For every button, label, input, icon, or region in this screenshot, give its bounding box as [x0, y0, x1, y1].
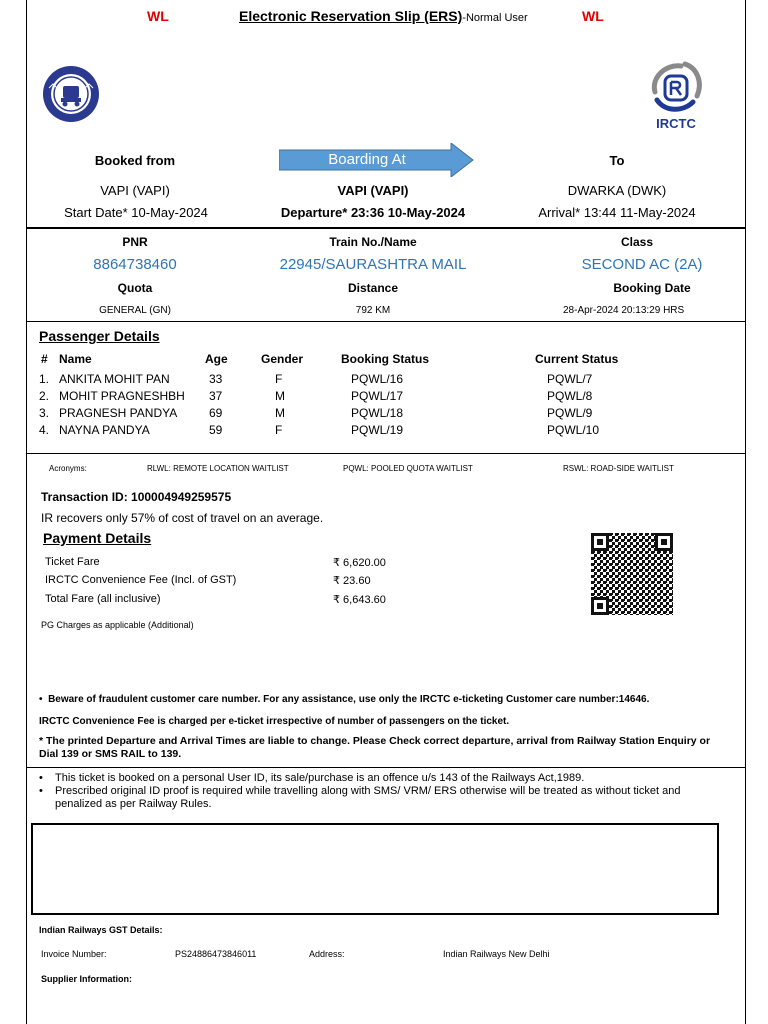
passenger-age: 69: [209, 406, 223, 420]
passenger-current-status: PQWL/8: [547, 389, 593, 403]
distance-value: 792 KM: [355, 305, 391, 316]
passenger-num: 3.: [39, 406, 50, 420]
transaction-id: Transaction ID: 100004949259575: [41, 490, 232, 504]
quota-value: GENERAL (GN): [99, 305, 171, 316]
table-row: [27, 371, 745, 388]
irctc-logo: [645, 58, 707, 136]
passenger-age: 33: [209, 372, 223, 386]
passenger-age: 59: [209, 423, 223, 437]
list-item: • Prescribed original ID proof is required while travelling along with SMS/ VRM/ ERS otherwise will be treated as without ticket and penalized as per Railway Rules.: [39, 785, 681, 810]
passenger-gender: F: [275, 423, 283, 437]
times-change-note: * The printed Departure and Arrival Times are liable to change. Please Check correct departure, arrival from Railway Station Enquiry or Dial 139 or SMS RAIL to 139.: [39, 735, 711, 760]
supplier-info-label: Supplier Information:: [41, 974, 132, 984]
booked-from-label: Booked from: [94, 153, 176, 168]
indian-railways-logo: [41, 64, 101, 124]
ticket-rules-list: [39, 772, 729, 811]
wl-right-badge: WL: [582, 8, 604, 24]
table-row: [27, 422, 745, 439]
boarding-at-label: Boarding At: [328, 151, 406, 168]
acronym-rswl: RSWL: ROAD-SIDE WAITLIST: [563, 464, 674, 473]
passenger-table: [27, 371, 745, 439]
departure-time: Departure* 23:36 10-May-2024: [280, 205, 466, 220]
passenger-details-title: Passenger Details: [39, 328, 160, 344]
passenger-num: 4.: [39, 423, 50, 437]
divider-ticket: [27, 321, 745, 322]
pg-charges-note: PG Charges as applicable (Additional): [41, 620, 194, 630]
invoice-number: PS24886473846011: [175, 949, 257, 959]
ticket-fare-label: Ticket Fare: [45, 556, 100, 568]
acronym-pqwl: PQWL: POOLED QUOTA WAITLIST: [343, 464, 473, 473]
passenger-current-status: PQWL/10: [547, 423, 600, 437]
passenger-col-num: #: [41, 352, 48, 366]
acronyms-label: Acronyms:: [49, 464, 87, 473]
divider-journey: [27, 227, 745, 229]
total-fare-value: ₹ 6,643.60: [333, 594, 386, 606]
passenger-num: 2.: [39, 389, 50, 403]
address-label: Address:: [309, 949, 345, 959]
divider-passengers: [27, 453, 745, 454]
address-value: Indian Railways New Delhi: [443, 949, 550, 959]
convenience-fee-note: IRCTC Convenience Fee is charged per e-ticket irrespective of number of passengers on the ticket.: [39, 716, 510, 727]
convenience-fee-label: IRCTC Convenience Fee (Incl. of GST): [45, 574, 237, 586]
passenger-name: ANKITA MOHIT PAN: [59, 372, 170, 386]
passenger-name: PRAGNESH PANDYA: [59, 406, 178, 420]
passenger-booking-status: PQWL/18: [351, 406, 404, 420]
pnr-number: 8864738460: [93, 256, 177, 273]
boarding-at-arrow: [279, 143, 475, 177]
passenger-booking-status: PQWL/16: [351, 372, 404, 386]
qr-code: [591, 533, 673, 615]
passenger-current-status: PQWL/9: [547, 406, 593, 420]
fraud-notice-text: Beware of fraudulent customer care number. For any assistance, use only the IRCTC e-ticketing Customer care number:14646.: [48, 694, 650, 705]
passenger-gender: M: [275, 389, 285, 403]
passenger-booking-status: PQWL/19: [351, 423, 404, 437]
pnr-label: PNR: [122, 235, 148, 249]
ers-title-main: Electronic Reservation Slip (ERS): [239, 8, 463, 24]
convenience-fee-value: ₹ 23.60: [333, 575, 371, 587]
passenger-col-gender: Gender: [261, 352, 304, 366]
passenger-num: 1.: [39, 372, 50, 386]
boarding-station: VAPI (VAPI): [337, 183, 409, 198]
passenger-col-current-status: Current Status: [535, 352, 619, 366]
invoice-number-label: Invoice Number:: [41, 949, 107, 959]
passenger-gender: F: [275, 372, 283, 386]
ticket-fare-value: ₹ 6,620.00: [333, 557, 386, 569]
passenger-name: NAYNA PANDYA: [59, 423, 150, 437]
train-name: 22945/SAURASHTRA MAIL: [279, 256, 467, 273]
blank-box: [31, 823, 719, 915]
passenger-col-name: Name: [59, 352, 92, 366]
passenger-booking-status: PQWL/17: [351, 389, 404, 403]
train-label: Train No./Name: [329, 235, 417, 249]
total-fare-label: Total Fare (all inclusive): [45, 593, 161, 605]
distance-label: Distance: [347, 281, 399, 295]
passenger-col-age: Age: [205, 352, 228, 366]
payment-details-title: Payment Details: [43, 530, 152, 546]
class-label: Class: [620, 235, 654, 249]
passenger-age: 37: [209, 389, 223, 403]
travel-class: SECOND AC (2A): [581, 256, 703, 273]
start-date: Start Date* 10-May-2024: [64, 205, 208, 220]
arrival-time: Arrival* 13:44 11-May-2024: [538, 205, 696, 220]
divider-notices: [27, 767, 745, 768]
passenger-current-status: PQWL/7: [547, 372, 593, 386]
rule-personal-id: This ticket is booked on a personal User ID, its sale/purchase is an offence u/s 143 of the Railways Act,1989.: [55, 772, 585, 784]
fraud-notice: • Beware of fraudulent customer care number. For any assistance, use only the IRCTC e-ticketing Customer care number:14646.: [39, 694, 650, 705]
wl-left-badge: WL: [147, 8, 169, 24]
recovery-note: IR recovers only 57% of cost of travel on an average.: [41, 511, 324, 525]
booking-date-label: Booking Date: [613, 281, 691, 295]
list-item: • This ticket is booked on a personal User ID, its sale/purchase is an offence u/s 143 of the Railways Act,1989.: [39, 772, 585, 784]
to-label: To: [609, 153, 625, 168]
irctc-logo-text: IRCTC: [656, 116, 696, 131]
ers-title: [239, 8, 528, 24]
rule-id-proof: Prescribed original ID proof is required while travelling along with SMS/ VRM/ ERS otherwise will be treated as without ticket and penalized as per Railway Rules.: [55, 785, 681, 810]
gst-title: Indian Railways GST Details:: [39, 925, 163, 935]
passenger-col-booking-status: Booking Status: [341, 352, 430, 366]
passenger-name: MOHIT PRAGNESHBH: [59, 389, 185, 403]
table-row: [27, 388, 745, 405]
quota-label: Quota: [117, 281, 153, 295]
booking-date-value: 28-Apr-2024 20:13:29 HRS: [563, 305, 685, 316]
passenger-gender: M: [275, 406, 285, 420]
to-station: DWARKA (DWK): [567, 183, 667, 198]
from-station: VAPI (VAPI): [100, 183, 170, 198]
table-row: [27, 405, 745, 422]
ers-page: [26, 0, 746, 1024]
acronym-rlwl: RLWL: REMOTE LOCATION WAITLIST: [147, 464, 289, 473]
ers-title-suffix: -Normal User: [462, 12, 528, 24]
